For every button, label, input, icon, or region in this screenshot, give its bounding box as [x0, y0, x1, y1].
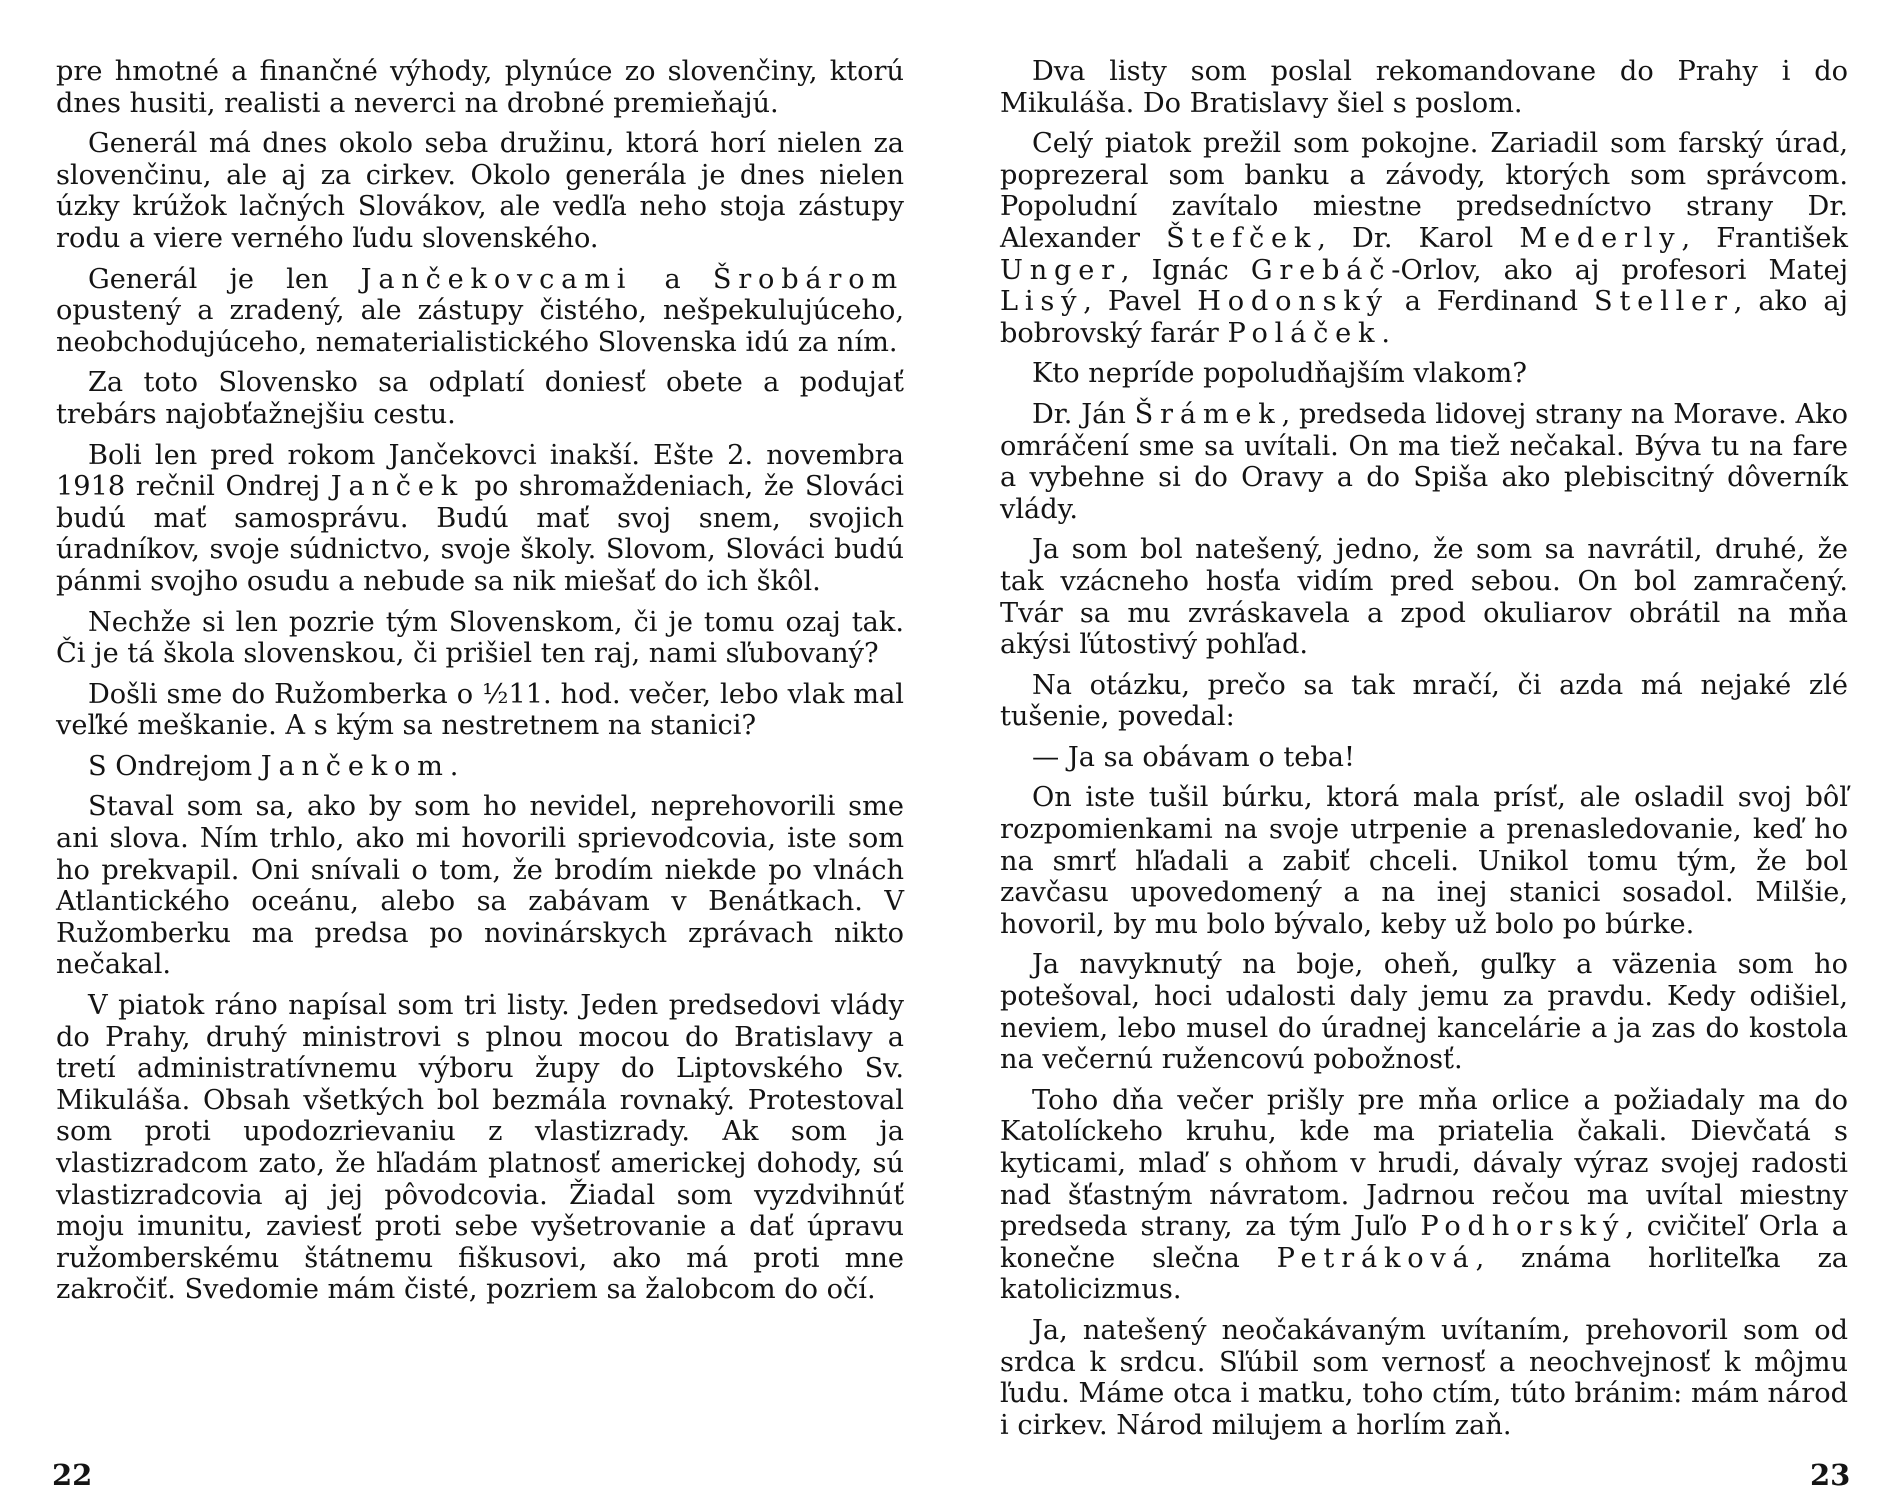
paragraph: Generál má dnes okolo seba družinu, ktorá horí nielen za slovenčinu, ale aj za cirkev. Okolo generála je dnes nielen úzky krúžok lačných Slovákov, ale vedľa neho stoja zástupy rodu a viere verného ľudu slovenského. — [56, 128, 904, 254]
emphasized-name: Poláček — [1227, 317, 1382, 349]
paragraph: Generál je len Jančekovcami a Šrobárom opustený a zradený, ale zástupy čistého, nešpekulujúceho, neobchodujúceho, nematerialistického Slovenska idú za ním. — [56, 263, 904, 358]
paragraph: Toho dňa večer prišly pre mňa orlice a požiadaly ma do Katolíckeho kruhu, kde ma priatelia čakali. Dievčatá s kyticami, mlaď s ohňom v hrudi, dávaly výraz svojej radosti nad šťastným návratom. Jadrnou rečou ma uvítal miestny predseda strany, za tým Juľo Podhorský, cvičiteľ Orla a konečne slečna Petráková, známa horliteľka za katolicizmus. — [1000, 1084, 1848, 1306]
paragraph: Boli len pred rokom Jančekovci inakší. Ešte 2. novembra 1918 rečnil Ondrej Janček po shromaždeniach, že Slováci budú mať samosprávu. Budú mať svoj snem, svojich úradníkov, svoje súdnictvo, svoje školy. Slovom, Slováci budú pánmi svojho osudu a nebude sa nik miešať do ich škôl. — [56, 439, 904, 597]
emphasized-name: Hodonský — [1197, 286, 1389, 318]
emphasized-name: Mederly — [1519, 222, 1682, 254]
emphasized-name: Lisý — [1000, 286, 1084, 318]
page-number: 22 — [52, 1458, 93, 1492]
paragraph: On iste tušil búrku, ktorá mala prísť, ale osladil svoj bôľ rozpomienkami na svoje utrpenie a prenasledovanie, keď ho na smrť hľadali a zabiť chceli. Unikol tomu tým, že bol zavčasu upovedomený a na inej stanici sosadol. Milšie, hovoril, by mu bolo bývalo, keby už bolo po búrke. — [1000, 782, 1848, 940]
emphasized-name: Šrámek — [1134, 398, 1282, 430]
emphasized-name: Podhorský — [1420, 1211, 1626, 1243]
paragraph: Dva listy som poslal rekomandovane do Prahy i do Mikuláša. Do Bratislavy šiel s poslom. — [1000, 56, 1848, 119]
paragraph: Staval som sa, ako by som ho nevidel, neprehovorili sme ani slova. Ním trhlo, ako mi hovorili sprievodcovia, iste som ho prekvapil. Oni snívali o tom, že brodím niekde po vlnách Atlantického oceánu, alebo sa zabávam v Benátkach. V Ružomberku ma predsa po novinárskych zprávach nikto nečakal. — [56, 791, 904, 981]
paragraph: Nechže si len pozrie tým Slovenskom, či je tomu ozaj tak. Či je tá škola slovenskou, či prišiel ten raj, nami sľubovaný? — [56, 606, 904, 670]
paragraph: Celý piatok prežil som pokojne. Zariadil som farský úrad, poprezeral som banku a závody, ktorých som správcom. Popoludní zavítalo miestne predsedníctvo strany Dr. Alexander Štefček, Dr. Karol Mederly, František Unger, Ignác Grebáč-Orlov, ako aj profesori Matej Lisý, Pavel Hodonský a Ferdinand Steller, ako aj bobrovský farár Poláček. — [1000, 128, 1848, 349]
paragraph: Ja navyknutý na boje, oheň, guľky a väzenia som ho potešoval, hoci udalosti daly jemu za pravdu. Kedy odišiel, neviem, lebo musel do úradnej kancelárie a ja zas do kostola na večernú ružencovú pobožnosť. — [1000, 949, 1848, 1076]
emphasized-name: Šrobárom — [712, 263, 904, 295]
paragraph: Došli sme do Ružomberka o ½11. hod. večer, lebo vlak mal veľké meškanie. A s kým sa nestretnem na stanici? — [56, 678, 904, 742]
emphasized-name: Unger — [1000, 254, 1121, 286]
paragraph: Ja som bol natešený, jedno, že som sa navrátil, druhé, že tak vzácneho hosťa vidím pred sebou. On bol zamračený. Tvár sa mu zvráskavela a zpod okuliarov obrátil na mňa akýsi ľútostivý pohľad. — [1000, 534, 1848, 661]
emphasized-name: Jančekom — [260, 750, 450, 782]
left-page — [56, 56, 904, 1315]
paragraph: Dr. Ján Šrámek, predseda lidovej strany na Morave. Ako omráčení sme sa uvítali. On ma tiež nečakal. Býva tu na fare a vybehne si do Oravy a do Spiša ako plebiscitný dôverník vlády. — [1000, 398, 1849, 525]
paragraph: Na otázku, prečo sa tak mračí, či azda má nejaké zlé tušenie, povedal: — [1000, 669, 1848, 733]
paragraph: S Ondrejom Jančekom. — [88, 750, 459, 782]
emphasized-name: Janček — [330, 471, 464, 503]
paragraph: V piatok ráno napísal som tri listy. Jeden predsedovi vlády do Prahy, druhý ministrovi s plnou mocou do Bratislavy a tretí administratívnemu výboru župy do Liptovského Sv. Mikuláša. Obsah všetkých bol bezmála rovnaký. Protestoval som proti upodozrievaniu z vlastizrady. Ak som ja vlastizradcom zato, že hľadám platnosť americkej dohody, sú vlastizradcovia aj jej pôvodcovia. Žiadal som vyzdvihnúť moju imunitu, zaviesť proti sebe vyšetrovanie a dať úpravu ružomberskému štátnemu fiškusovi, ako má proti mne zakročiť. Svedomie mám čisté, pozriem sa žalobcom do očí. — [56, 990, 904, 1306]
emphasized-name: Petráková — [1276, 1242, 1476, 1274]
emphasized-name: Jančekovcami — [360, 263, 633, 295]
paragraph: Kto nepríde popoludňajším vlakom? — [1032, 358, 1527, 390]
emphasized-name: Štefček — [1166, 222, 1318, 254]
emphasized-name: Steller — [1594, 286, 1734, 318]
page-number: 23 — [1810, 1458, 1851, 1492]
paragraph: Za toto Slovensko sa odplatí doniesť obete a podujať trebárs najobťažnejšiu cestu. — [56, 367, 904, 430]
paragraph: — Ja sa obávam o teba! — [1032, 741, 1355, 773]
paragraph: pre hmotné a finančné výhody, plynúce zo slovenčiny, ktorú dnes husiti, realisti a neverci na drobné premieňajú. — [56, 56, 904, 119]
right-page — [1000, 56, 1848, 1450]
paragraph: Ja, natešený neočakávaným uvítaním, prehovoril som od srdca k srdcu. Sľúbil som vernosť a neochvejnosť k môjmu ľudu. Máme otca i matku, toho ctím, túto bránim: mám národ i cirkev. Národ milujem a horlím zaň. — [1000, 1314, 1848, 1441]
emphasized-name: Grebáč — [1250, 254, 1392, 286]
